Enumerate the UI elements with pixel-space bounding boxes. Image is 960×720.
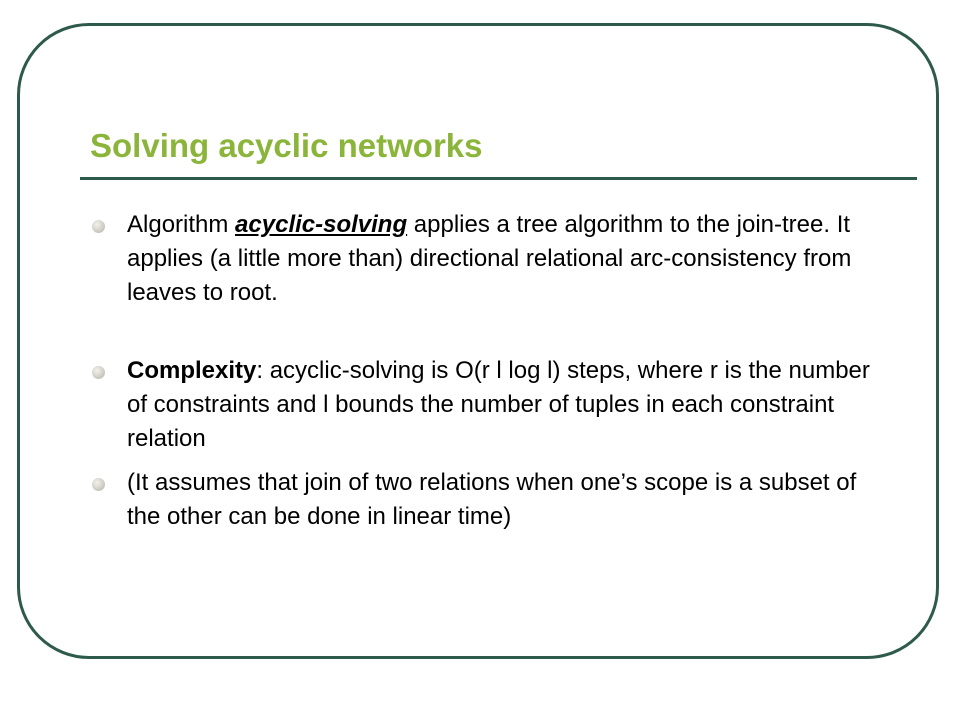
round-bullet-icon bbox=[92, 220, 105, 233]
bullet-item-algorithm bbox=[90, 208, 890, 310]
bullet-text-body: : acyclic-solving is O(r l log l) steps, where r is the number of constraints and l bounds the number of tuples in each constraint relation bbox=[127, 357, 870, 452]
title-divider bbox=[80, 177, 917, 180]
bullet-text-prefix: Algorithm bbox=[127, 211, 236, 238]
slide-title: Solving acyclic networks bbox=[90, 127, 483, 164]
bullet-text-body: applies a tree algorithm to the join-tree. It applies (a little more than) directional relational arc-consistency from leaves to root. bbox=[127, 211, 852, 306]
complexity-label: Complexity bbox=[127, 357, 257, 384]
bullet-text-body: (It assumes that join of two relations when one’s scope is a subset of the other can be done in linear time) bbox=[127, 469, 857, 530]
round-bullet-icon bbox=[92, 478, 105, 491]
bullet-item-assumption bbox=[90, 466, 890, 534]
bullet-list bbox=[90, 208, 890, 534]
bullet-item-complexity bbox=[90, 354, 890, 456]
algorithm-name: acyclic-solving bbox=[235, 211, 408, 238]
round-bullet-icon bbox=[92, 366, 105, 379]
